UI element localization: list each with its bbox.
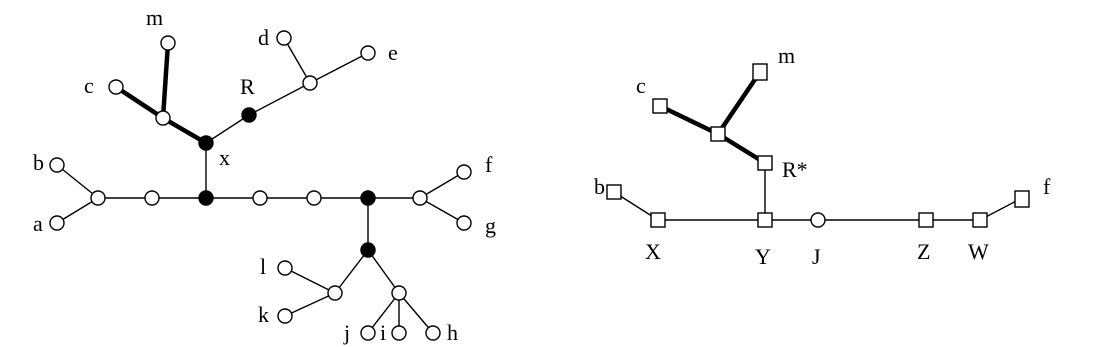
label-d: d: [258, 25, 269, 50]
label-r-Y: Y: [755, 244, 771, 269]
right-tree-nodes: [607, 64, 1029, 227]
node-jih-join: [392, 286, 406, 300]
node-r-join: [711, 127, 725, 141]
node-d: [277, 31, 291, 45]
node-de-join: [303, 76, 317, 90]
node-b: [50, 158, 64, 172]
right-tree: [594, 43, 1051, 269]
edge-e: [310, 53, 368, 83]
label-k: k: [258, 302, 269, 327]
node-e: [361, 46, 375, 60]
right-tree-edges: [614, 72, 1022, 220]
left-tree-labels: [33, 5, 496, 345]
node-a: [50, 216, 64, 230]
left-tree: [33, 5, 496, 345]
node-r-c: [653, 99, 667, 113]
edge-c: [116, 87, 163, 118]
label-b: b: [33, 150, 44, 175]
node-r-f: [1015, 191, 1029, 207]
node-c: [109, 80, 123, 94]
node-r-Z: [919, 213, 933, 227]
node-i: [392, 326, 406, 340]
edge-b: [57, 165, 98, 198]
edge-l: [285, 268, 335, 293]
node-r-J: [811, 213, 825, 227]
node-spine-center: [199, 191, 213, 205]
label-r-Rstar: R*: [782, 157, 808, 182]
node-k: [278, 309, 292, 323]
label-g: g: [485, 213, 496, 238]
edge-to-jih: [368, 250, 399, 293]
label-r-W: W: [968, 239, 989, 264]
label-r-m: m: [778, 43, 796, 68]
label-e: e: [388, 40, 398, 65]
node-spine-right: [361, 191, 375, 205]
node-j: [361, 326, 375, 340]
label-a: a: [33, 211, 43, 236]
node-m: [161, 36, 175, 50]
node-ab-join: [91, 191, 105, 205]
label-c: c: [84, 73, 94, 98]
node-l: [278, 261, 292, 275]
right-tree-labels: [594, 43, 1051, 269]
label-h: h: [447, 320, 458, 345]
label-l: l: [260, 254, 267, 279]
edge-k: [285, 293, 335, 316]
edge-to-lk: [335, 250, 368, 293]
node-r-Rstar: [758, 156, 772, 170]
node-fg-join: [413, 191, 427, 205]
node-R: [242, 108, 256, 122]
label-j: j: [344, 320, 351, 345]
node-h: [426, 326, 440, 340]
node-x: [199, 136, 213, 150]
left-tree-nodes: [50, 31, 471, 340]
edge-m: [163, 43, 168, 118]
node-g: [457, 216, 471, 230]
node-spine-1: [145, 191, 159, 205]
node-r-X: [651, 213, 665, 227]
label-r-X: X: [645, 239, 661, 264]
node-lower-branch: [361, 243, 375, 257]
edge-d: [284, 38, 310, 83]
label-i: i: [380, 320, 387, 345]
node-r-Y: [758, 213, 772, 227]
node-spine-2: [253, 191, 267, 205]
label-r-b: b: [594, 174, 605, 199]
edge-r-c: [660, 106, 718, 134]
edge-h: [399, 293, 433, 333]
node-r-m: [753, 64, 767, 80]
label-r-c: c: [636, 73, 646, 98]
node-cm-join: [156, 111, 170, 125]
label-r-Z: Z: [917, 239, 931, 264]
label-f: f: [485, 152, 493, 177]
label-m: m: [146, 5, 164, 30]
node-r-b: [607, 185, 621, 199]
label-x: x: [219, 145, 230, 170]
edge-R-de: [249, 83, 310, 115]
label-R: R: [240, 74, 255, 99]
edge-r-m: [718, 72, 760, 134]
node-f: [457, 165, 471, 179]
label-r-f: f: [1043, 174, 1051, 199]
node-lk-join: [328, 286, 342, 300]
label-r-J: J: [812, 244, 821, 269]
node-r-W: [973, 213, 987, 227]
node-spine-3: [307, 191, 321, 205]
